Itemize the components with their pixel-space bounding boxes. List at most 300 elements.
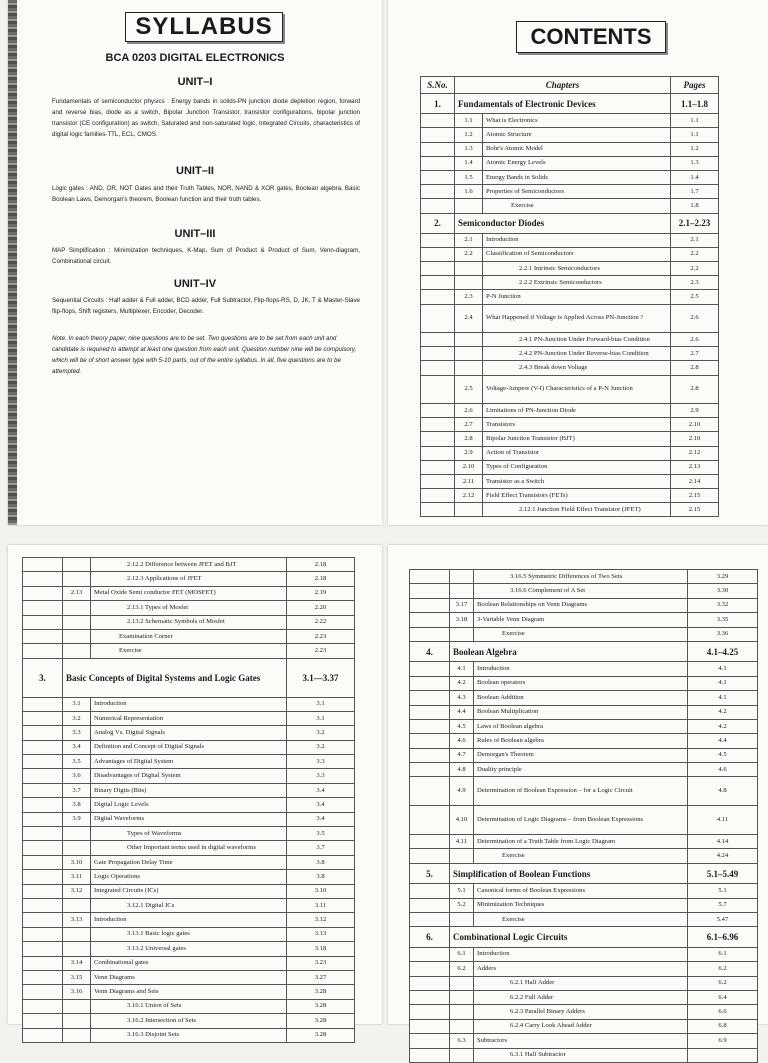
sno-cell xyxy=(421,233,455,247)
table-row xyxy=(23,740,355,754)
section-number xyxy=(63,558,91,572)
sno-cell xyxy=(410,1005,450,1019)
section-title: Transistor as a Switch xyxy=(483,474,671,488)
section-page: 3.8 xyxy=(287,870,355,884)
section-number xyxy=(450,849,474,863)
section-number: 4.10 xyxy=(450,806,474,835)
sno-header: S.No. xyxy=(421,77,455,94)
subsection-title: 3.13.1 Basic logic gates xyxy=(91,927,287,941)
section-page: 3.12 xyxy=(287,913,355,927)
section-number: 2.4 xyxy=(455,304,483,332)
section-page: 2.2 xyxy=(671,247,719,261)
section-number: 2.2 xyxy=(455,247,483,261)
section-title: Introduction xyxy=(474,947,688,961)
unit-4-heading: UNIT–IV xyxy=(173,278,217,290)
table-row xyxy=(421,503,719,517)
section-page: 3.27 xyxy=(287,970,355,984)
section-page: 2.6 xyxy=(671,304,719,332)
section-page: 2.6 xyxy=(671,333,719,347)
section-number: 3.15 xyxy=(63,970,91,984)
sno-cell xyxy=(421,418,455,432)
subsection-title: Other Important terms used in digital waveforms xyxy=(91,841,287,855)
syllabus-page xyxy=(8,0,382,525)
sno-cell xyxy=(23,812,63,826)
section-page: 3.4 xyxy=(287,798,355,812)
section-title: Determination of a Truth Table from Logic Diagram xyxy=(474,835,688,849)
section-page: 3.23 xyxy=(287,956,355,970)
sno-cell xyxy=(410,662,450,676)
section-page: 2.15 xyxy=(671,489,719,503)
table-row xyxy=(23,769,355,783)
table-row xyxy=(23,697,355,711)
section-title: Bipolar Junction Transistor (BJT) xyxy=(483,432,671,446)
chapter-pages: 2.1–2.23 xyxy=(671,213,719,233)
section-page: 2.15 xyxy=(671,503,719,517)
section-number xyxy=(63,629,91,643)
section-page: 6.1 xyxy=(688,947,758,961)
section-page: 2.9 xyxy=(671,403,719,417)
section-number xyxy=(63,899,91,913)
sno-cell xyxy=(23,1028,63,1042)
section-number xyxy=(63,572,91,586)
contents-page-2 xyxy=(8,545,382,1039)
sno-cell xyxy=(410,990,450,1004)
subsection-title: 2.12.1 Junction Field Effect Transistor (JFET) xyxy=(483,503,671,517)
section-title: Rules of Boolean algebra xyxy=(474,734,688,748)
section-page: 5.7 xyxy=(688,898,758,912)
table-row xyxy=(23,913,355,927)
section-page: 4.2 xyxy=(688,705,758,719)
sno-cell xyxy=(23,855,63,869)
unit-3-heading: UNIT–III xyxy=(174,228,216,240)
section-title: Transistors xyxy=(483,418,671,432)
sno-cell xyxy=(410,734,450,748)
sno-cell xyxy=(410,627,450,641)
section-number: 4.11 xyxy=(450,835,474,849)
table-row xyxy=(23,1014,355,1028)
section-page: 3.4 xyxy=(287,812,355,826)
section-number xyxy=(63,1014,91,1028)
sno-cell xyxy=(23,798,63,812)
table-row xyxy=(410,777,758,806)
section-page: 6.8 xyxy=(688,1019,758,1033)
section-number: 6.2 xyxy=(450,962,474,976)
section-page xyxy=(688,1048,758,1062)
sno-cell xyxy=(23,644,63,658)
section-page: 2.23 xyxy=(287,629,355,643)
table-row xyxy=(421,474,719,488)
chapter-title: Basic Concepts of Digital Systems and Logic Gates xyxy=(63,658,287,697)
section-number: 3.17 xyxy=(450,598,474,612)
chapter-row xyxy=(410,641,758,661)
sno-cell xyxy=(23,927,63,941)
table-row xyxy=(421,233,719,247)
contents-page-3 xyxy=(388,545,768,1059)
section-page: 3.3 xyxy=(287,755,355,769)
section-page: 2.8 xyxy=(671,361,719,375)
section-number: 2.12 xyxy=(455,489,483,503)
section-number xyxy=(63,999,91,1013)
subsection-title: 6.3.1 Half Subtractor xyxy=(474,1048,688,1062)
sno-cell xyxy=(421,247,455,261)
section-number xyxy=(455,347,483,361)
sno-cell xyxy=(421,262,455,276)
sno-cell xyxy=(23,755,63,769)
section-number xyxy=(450,584,474,598)
section-title: Disadvantages of Digital System xyxy=(91,769,287,783)
subsection-title: 2.12.2 Difference between JFET and BJT xyxy=(91,558,287,572)
section-title: P-N Junction xyxy=(483,290,671,304)
table-row xyxy=(410,1034,758,1048)
section-title: Limitations of PN-Junction Diode xyxy=(483,403,671,417)
sno-cell xyxy=(410,763,450,777)
section-number xyxy=(450,1048,474,1062)
section-page: 4.1 xyxy=(688,676,758,690)
subsection-title: 6.2.2 Full Adder xyxy=(474,990,688,1004)
table-row xyxy=(421,432,719,446)
subsection-title: 2.4.2 PN-Junction Under Reverse-bias Condition xyxy=(483,347,671,361)
sno-cell xyxy=(23,697,63,711)
section-page: 4.4 xyxy=(688,734,758,748)
table-row xyxy=(410,1048,758,1062)
section-number xyxy=(455,262,483,276)
section-number xyxy=(63,615,91,629)
sno-cell xyxy=(421,156,455,170)
table-row xyxy=(23,726,355,740)
section-number: 4.1 xyxy=(450,662,474,676)
section-number xyxy=(63,942,91,956)
subsection-title: 6.2.3 Parallel Binary Adders xyxy=(474,1005,688,1019)
section-number xyxy=(455,503,483,517)
chapter-title: Boolean Algebra xyxy=(450,641,688,661)
sno-cell xyxy=(23,1014,63,1028)
section-title: What is Electronics xyxy=(483,114,671,128)
section-number: 2.11 xyxy=(455,474,483,488)
section-title: Venn Diagrams xyxy=(91,970,287,984)
section-number xyxy=(450,1005,474,1019)
section-page: 6.9 xyxy=(688,1034,758,1048)
section-title: Adders xyxy=(474,962,688,976)
table-row xyxy=(421,403,719,417)
section-number: 4.9 xyxy=(450,777,474,806)
contents-page-1 xyxy=(388,0,768,525)
section-page: 3.1 xyxy=(287,711,355,725)
section-page: 2.10 xyxy=(671,432,719,446)
sno-cell xyxy=(410,1019,450,1033)
section-number: 3.14 xyxy=(63,956,91,970)
table-row xyxy=(23,755,355,769)
section-page: 3.1 xyxy=(287,697,355,711)
chapter-row xyxy=(410,927,758,947)
section-page: 1.7 xyxy=(671,185,719,199)
table-row xyxy=(421,446,719,460)
section-title: Numerical Representation xyxy=(91,711,287,725)
contents-table xyxy=(420,76,719,517)
section-number xyxy=(455,276,483,290)
section-title: What Happened if Voltage is Applied Across PN-Junction ? xyxy=(483,304,671,332)
chapter-pages: 3.1—3.37 xyxy=(287,658,355,697)
table-row xyxy=(23,783,355,797)
subsection-title: 6.2.1 Half Adder xyxy=(474,976,688,990)
section-title: Exercise xyxy=(483,199,671,213)
sno-cell xyxy=(23,884,63,898)
section-number xyxy=(455,333,483,347)
table-row xyxy=(410,613,758,627)
section-page: 2.1 xyxy=(671,233,719,247)
section-number: 5.1 xyxy=(450,884,474,898)
table-row xyxy=(421,276,719,290)
section-page: 4.8 xyxy=(688,777,758,806)
subsection-title: 3.13.2 Universal gates xyxy=(91,942,287,956)
section-title: Introduction xyxy=(91,913,287,927)
section-number: 3.13 xyxy=(63,913,91,927)
table-row xyxy=(23,970,355,984)
section-number: 3.7 xyxy=(63,783,91,797)
section-number xyxy=(455,199,483,213)
chapter-number: 1. xyxy=(421,94,455,114)
table-row xyxy=(410,947,758,961)
table-row xyxy=(410,884,758,898)
unit-2-heading: UNIT–II xyxy=(176,165,214,177)
section-title: Canonical forms of Boolean Expressions xyxy=(474,884,688,898)
table-row xyxy=(421,333,719,347)
table-row xyxy=(23,884,355,898)
section-number xyxy=(63,927,91,941)
section-page: 2.14 xyxy=(671,474,719,488)
section-page: 3.13 xyxy=(287,927,355,941)
section-page: 2.18 xyxy=(287,572,355,586)
sno-cell xyxy=(421,114,455,128)
section-page: 4.5 xyxy=(688,748,758,762)
chapter-number: 4. xyxy=(410,641,450,661)
section-page: 5.47 xyxy=(688,913,758,927)
section-page: 2.3 xyxy=(671,276,719,290)
sno-cell xyxy=(421,489,455,503)
section-title: Exercise xyxy=(474,849,688,863)
section-page: 1.2 xyxy=(671,142,719,156)
section-page: 3.28 xyxy=(287,985,355,999)
section-page: 6.4 xyxy=(688,990,758,1004)
section-page: 2.13 xyxy=(671,460,719,474)
chapter-number: 5. xyxy=(410,863,450,883)
table-row xyxy=(410,898,758,912)
section-title: Analog Vs. Digital Signals xyxy=(91,726,287,740)
sno-cell xyxy=(23,942,63,956)
sno-cell xyxy=(23,956,63,970)
section-number: 6.1 xyxy=(450,947,474,961)
section-number xyxy=(455,361,483,375)
table-row xyxy=(23,942,355,956)
section-title: Digital Logic Levels xyxy=(91,798,287,812)
table-row xyxy=(421,375,719,403)
section-number xyxy=(63,1028,91,1042)
table-row xyxy=(410,763,758,777)
section-page: 2.18 xyxy=(287,558,355,572)
unit-4-text: Sequential Circuits : Half adder & Full adder, BCD adder, Full Subtractor, Flip-flops-RS, D, JK, T & Master-Slave flip-flops, Shift registers, Multiplexer, Encoder, Decoder. xyxy=(52,297,360,315)
chapter-row xyxy=(23,658,355,697)
section-number: 2.13 xyxy=(63,586,91,600)
contents-title: CONTENTS xyxy=(516,21,666,53)
table-row xyxy=(23,586,355,600)
chapter-title: Simplification of Boolean Functions xyxy=(450,863,688,883)
section-title: Introduction xyxy=(474,662,688,676)
section-number: 3.10 xyxy=(63,855,91,869)
section-number: 2.6 xyxy=(455,403,483,417)
sno-cell xyxy=(23,572,63,586)
sno-cell xyxy=(410,976,450,990)
table-row xyxy=(23,827,355,841)
sno-cell xyxy=(421,170,455,184)
section-number: 3.5 xyxy=(63,755,91,769)
section-title: Types of Configuration xyxy=(483,460,671,474)
section-number: 3.18 xyxy=(450,613,474,627)
sno-cell xyxy=(410,1034,450,1048)
section-number: 3.16 xyxy=(63,985,91,999)
chapter-number: 2. xyxy=(421,213,455,233)
section-page: 4.6 xyxy=(688,763,758,777)
section-title: Atomic Energy Levels xyxy=(483,156,671,170)
table-row xyxy=(23,558,355,572)
section-title: Venn Diagrams and Sets xyxy=(91,985,287,999)
table-row xyxy=(421,185,719,199)
subsection-title: 3.16.2 Intersection of Sets xyxy=(91,1014,287,1028)
table-row xyxy=(410,719,758,733)
sno-cell xyxy=(421,503,455,517)
subsection-title: 2.4.1 PN-Junction Under Forward-bias Condition xyxy=(483,333,671,347)
table-row xyxy=(23,615,355,629)
table-row xyxy=(23,927,355,941)
course-title: BCA 0203 DIGITAL ELECTRONICS xyxy=(105,52,285,64)
section-page: 3.35 xyxy=(688,613,758,627)
section-page: 3.10 xyxy=(287,884,355,898)
section-page: 3.2 xyxy=(287,726,355,740)
chapter-title: Combinational Logic Circuits xyxy=(450,927,688,947)
section-page: 2.8 xyxy=(671,375,719,403)
section-title: Advantages of Digital System xyxy=(91,755,287,769)
section-page: 1.1 xyxy=(671,114,719,128)
section-number: 2.9 xyxy=(455,446,483,460)
table-row xyxy=(410,598,758,612)
table-row xyxy=(410,962,758,976)
table-row xyxy=(23,985,355,999)
table-row xyxy=(23,629,355,643)
section-number: 1.4 xyxy=(455,156,483,170)
section-page: 2.20 xyxy=(287,601,355,615)
subsection-title: 2.13.1 Types of Mosfet xyxy=(91,601,287,615)
section-title: Integrated Circuits (ICs) xyxy=(91,884,287,898)
table-row xyxy=(410,584,758,598)
section-number: 4.8 xyxy=(450,763,474,777)
table-row xyxy=(23,812,355,826)
section-page: 3.5 xyxy=(287,827,355,841)
section-title: Exercise xyxy=(91,644,287,658)
sno-cell xyxy=(421,361,455,375)
sno-cell xyxy=(421,446,455,460)
sno-cell xyxy=(421,185,455,199)
contents-table-continued xyxy=(409,569,758,1063)
section-page: 3.3 xyxy=(287,769,355,783)
section-title: Metal Oxide Semi conductor FET (MOSFET) xyxy=(91,586,287,600)
section-title: Action of Transistor xyxy=(483,446,671,460)
table-row xyxy=(410,990,758,1004)
section-title: Boolean Multiplication xyxy=(474,705,688,719)
table-row xyxy=(421,170,719,184)
section-page: 3.29 xyxy=(688,570,758,584)
section-page: 1.8 xyxy=(671,199,719,213)
table-row xyxy=(23,855,355,869)
section-number: 2.1 xyxy=(455,233,483,247)
sno-cell xyxy=(23,629,63,643)
section-number: 3.2 xyxy=(63,711,91,725)
sno-cell xyxy=(410,705,450,719)
section-number: 2.7 xyxy=(455,418,483,432)
unit-3-text: MAP Simplification : Minimization techniques, K-Map, Sum of Product & Product of Sum, Venn-diagram, Combinational circuit. xyxy=(52,247,360,265)
section-title: Classification of Semiconductors xyxy=(483,247,671,261)
section-title: Energy Bands in Solids xyxy=(483,170,671,184)
table-row xyxy=(410,1005,758,1019)
section-page: 2.10 xyxy=(671,418,719,432)
sno-cell xyxy=(421,142,455,156)
section-page: 6.6 xyxy=(688,1005,758,1019)
section-page: 3.2 xyxy=(287,740,355,754)
sno-cell xyxy=(23,970,63,984)
sno-cell xyxy=(23,841,63,855)
section-number: 3.12 xyxy=(63,884,91,898)
section-page: 3.28 xyxy=(287,1014,355,1028)
section-number xyxy=(63,841,91,855)
chapter-title: Fundamentals of Electronic Devices xyxy=(455,94,671,114)
section-number: 2.3 xyxy=(455,290,483,304)
section-title: Examination Corner xyxy=(91,629,287,643)
section-number: 2.5 xyxy=(455,375,483,403)
section-title: Atomic Structure xyxy=(483,128,671,142)
chapter-row xyxy=(410,863,758,883)
sno-cell xyxy=(410,947,450,961)
section-page: 3.36 xyxy=(688,627,758,641)
chapter-title: Semiconductor Diodes xyxy=(455,213,671,233)
section-number: 3.4 xyxy=(63,740,91,754)
table-row xyxy=(410,849,758,863)
table-row xyxy=(410,662,758,676)
chapter-pages: 4.1–4.25 xyxy=(688,641,758,661)
section-page: 4.24 xyxy=(688,849,758,863)
chapter-number: 3. xyxy=(23,658,63,697)
chapter-pages: 5.1–5.49 xyxy=(688,863,758,883)
section-number: 2.10 xyxy=(455,460,483,474)
section-title: Logic Operations xyxy=(91,870,287,884)
table-row xyxy=(410,691,758,705)
section-page: 3.7 xyxy=(287,841,355,855)
section-number: 6.3 xyxy=(450,1034,474,1048)
sno-cell xyxy=(421,375,455,403)
sno-cell xyxy=(410,570,450,584)
table-row xyxy=(23,899,355,913)
subsection-title: 3.16.1 Union of Sets xyxy=(91,999,287,1013)
table-row xyxy=(23,798,355,812)
section-number xyxy=(450,627,474,641)
table-row xyxy=(410,976,758,990)
sno-cell xyxy=(410,584,450,598)
subsection-title: 2.2.1 Intrinsic Semiconductors xyxy=(483,262,671,276)
subsection-title: 3.12.1 Digital ICs xyxy=(91,899,287,913)
section-title: Determination of Logic Diagrams – from Boolean Expressions xyxy=(474,806,688,835)
section-page: 1.1 xyxy=(671,128,719,142)
section-number: 3.6 xyxy=(63,769,91,783)
section-number: 4.2 xyxy=(450,676,474,690)
table-row xyxy=(23,956,355,970)
chapter-row xyxy=(421,213,719,233)
table-row xyxy=(421,418,719,432)
